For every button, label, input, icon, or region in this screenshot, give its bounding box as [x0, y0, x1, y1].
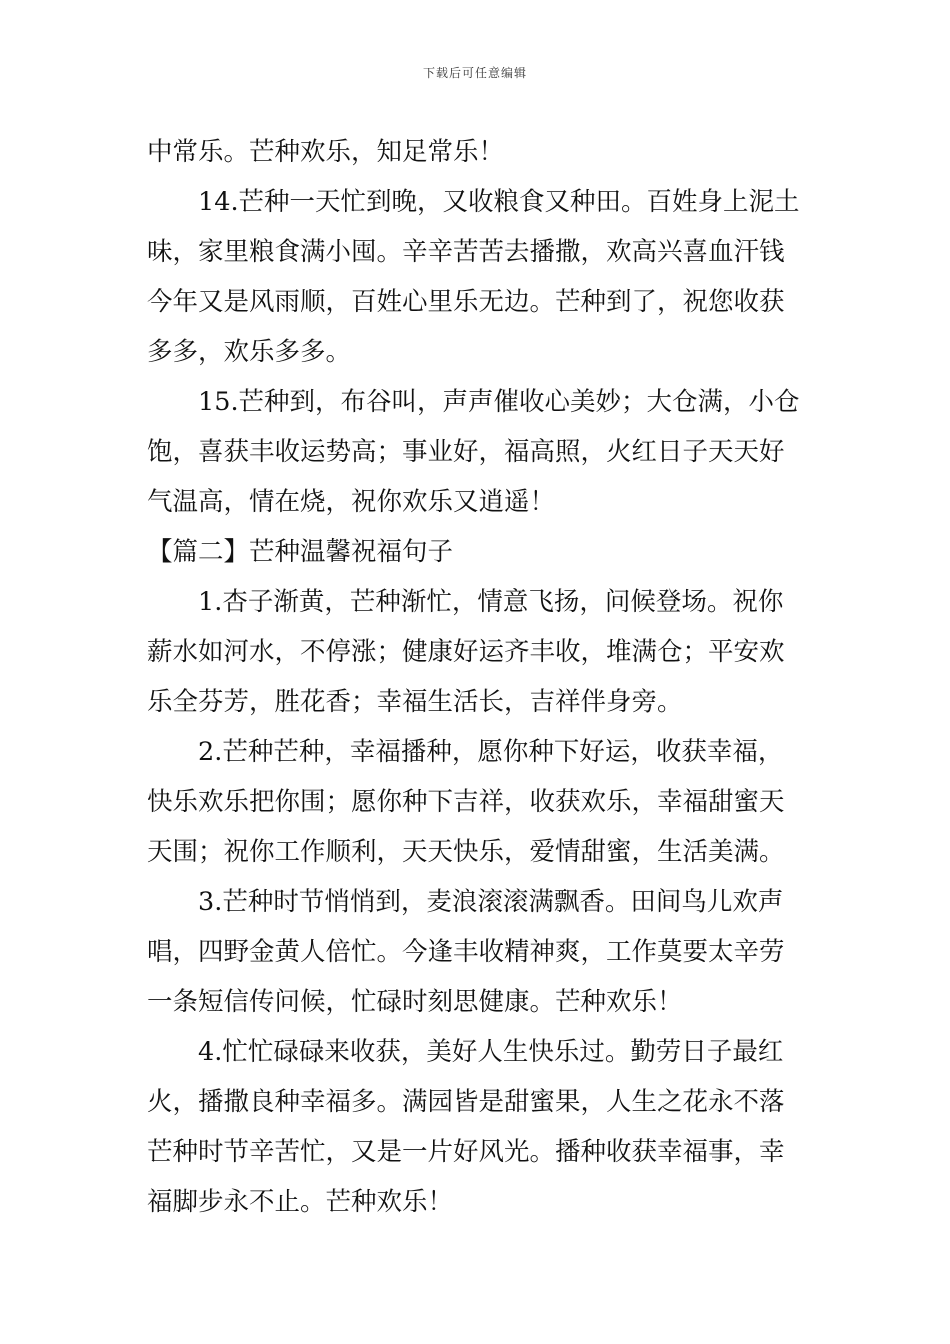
- text-line: 2.芒种芒种，幸福播种，愿你种下好运，收获幸福，: [198, 737, 784, 767]
- text-line: 天围；祝你工作顺利，天天快乐，爱情甜蜜，生活美满。: [147, 837, 785, 867]
- text-line: 1.杏子渐黄，芒种渐忙，情意飞扬，问候登场。祝你: [198, 587, 784, 617]
- text-line: 芒种时节辛苦忙，又是一片好风光。播种收获幸福事，幸: [147, 1137, 785, 1167]
- text-line: 味，家里粮食满小囤。辛辛苦苦去播撒，欢高兴喜血汗钱: [147, 237, 785, 267]
- text-line: 快乐欢乐把你围；愿你种下吉祥，收获欢乐，幸福甜蜜天: [147, 787, 785, 817]
- text-line: 多多，欢乐多多。: [147, 337, 352, 367]
- text-line: 14.芒种一天忙到晚，又收粮食又种田。百姓身上泥土: [198, 187, 800, 217]
- section-heading: 【篇二】芒种温馨祝福句子: [147, 537, 454, 567]
- text-line: 乐全芬芳，胜花香；幸福生活长，吉祥伴身旁。: [147, 687, 683, 717]
- text-line: 15.芒种到，布谷叫，声声催收心美妙；大仓满，小仓: [198, 387, 800, 417]
- text-line: 饱，喜获丰收运势高；事业好，福高照，火红日子天天好: [147, 437, 785, 467]
- page-header: 下载后可任意编辑: [422, 66, 527, 80]
- text-line: 薪水如河水，不停涨；健康好运齐丰收，堆满仓；平安欢: [147, 637, 785, 667]
- document-body: [147, 127, 807, 1227]
- text-line: 一条短信传问候，忙碌时刻思健康。芒种欢乐！: [147, 987, 683, 1017]
- text-line: 气温高，情在烧，祝你欢乐又逍遥！: [147, 487, 556, 517]
- text-line: 唱，四野金黄人倍忙。今逢丰收精神爽，工作莫要太辛劳: [147, 937, 785, 967]
- text-line: 中常乐。芒种欢乐，知足常乐！: [147, 137, 505, 167]
- text-line: 今年又是风雨顺，百姓心里乐无边。芒种到了，祝您收获: [147, 287, 785, 317]
- text-line: 火，播撒良种幸福多。满园皆是甜蜜果，人生之花永不落: [147, 1087, 785, 1117]
- text-line: 4.忙忙碌碌来收获，美好人生快乐过。勤劳日子最红: [198, 1037, 784, 1067]
- text-line: 福脚步永不止。芒种欢乐！: [147, 1187, 454, 1217]
- text-line: 3.芒种时节悄悄到，麦浪滚滚满飘香。田间鸟儿欢声: [198, 887, 784, 917]
